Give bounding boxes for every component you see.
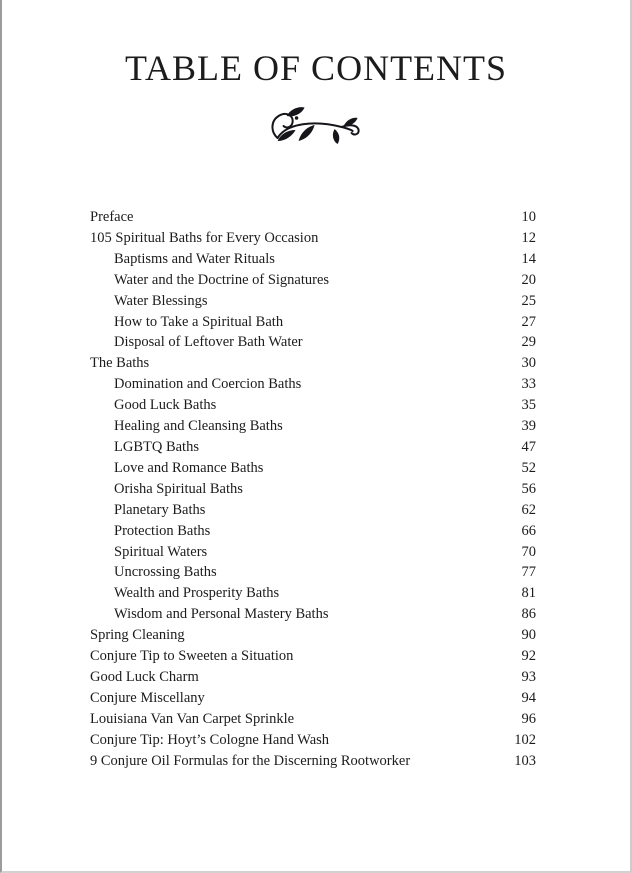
toc-entry-page: 102 [514, 731, 536, 748]
toc-entry-page: 81 [521, 585, 536, 602]
toc-entry-label: Love and Romance Baths [114, 459, 264, 476]
toc-entry [90, 207, 536, 228]
toc-entry-page: 27 [521, 313, 536, 330]
toc-entry-label: Planetary Baths [114, 501, 206, 518]
toc-entry [90, 542, 536, 563]
toc-entry-label: 9 Conjure Oil Formulas for the Discerning Rootworker [90, 752, 411, 769]
toc-entry-label: Spiritual Waters [114, 543, 208, 560]
toc-entry-label: Spring Cleaning [90, 627, 185, 644]
toc-entry [90, 332, 536, 353]
toc-list [90, 207, 536, 771]
toc-entry [90, 730, 536, 751]
toc-entry-label: Preface [90, 209, 134, 225]
toc-entry [90, 751, 536, 772]
toc-entry-label: Healing and Cleansing Baths [114, 418, 283, 435]
toc-entry-page: 70 [521, 543, 536, 560]
toc-entry-label: Conjure Tip: Hoyt’s Cologne Hand Wash [90, 731, 330, 748]
toc-entry-page: 62 [521, 501, 536, 518]
toc-entry [90, 416, 536, 437]
toc-entry [90, 604, 536, 625]
toc-entry-page: 66 [521, 522, 536, 539]
toc-entry-label: How to Take a Spiritual Bath [114, 313, 284, 330]
toc-entry-page: 77 [521, 564, 536, 581]
toc-entry [90, 583, 536, 604]
toc-entry-page: 30 [521, 355, 536, 372]
toc-entry-label: The Baths [90, 355, 150, 372]
toc-entry-page: 52 [521, 459, 536, 476]
toc-entry [90, 291, 536, 312]
toc-entry-page: 47 [521, 438, 536, 455]
toc-entry-page: 56 [521, 480, 536, 497]
toc-entry-page: 20 [521, 271, 536, 288]
toc-entry-label: 105 Spiritual Baths for Every Occasion [90, 229, 319, 246]
toc-entry-label: Good Luck Charm [90, 668, 199, 685]
toc-entry-page: 25 [521, 292, 536, 309]
toc-entry-page: 14 [521, 250, 536, 267]
toc-entry-page: 103 [514, 752, 536, 769]
toc-entry [90, 228, 536, 249]
toc-entry [90, 500, 536, 521]
page-title: TABLE OF CONTENTS [124, 48, 508, 88]
toc-entry-page: 29 [521, 334, 536, 351]
toc-entry-label: Conjure Miscellany [90, 689, 205, 706]
toc-entry [90, 270, 536, 291]
toc-entry [90, 374, 536, 395]
toc-entry-label: Water Blessings [114, 292, 208, 309]
toc-entry [90, 562, 536, 583]
toc-entry-label: Baptisms and Water Rituals [114, 250, 275, 267]
toc-entry-page: 90 [521, 627, 536, 644]
toc-entry-page: 86 [521, 606, 536, 623]
toc-entry-label: Water and the Doctrine of Signatures [114, 271, 330, 288]
toc-entry [90, 249, 536, 270]
toc-entry-label: Wisdom and Personal Mastery Baths [114, 606, 329, 623]
toc-entry-page: 12 [521, 229, 536, 246]
toc-entry [90, 667, 536, 688]
toc-entry-label: LGBTQ Baths [114, 438, 199, 455]
toc-entry-page: 92 [521, 648, 536, 665]
toc-entry [90, 437, 536, 458]
toc-entry-label: Wealth and Prosperity Baths [114, 585, 280, 602]
toc-entry [90, 312, 536, 333]
toc-entry [90, 353, 536, 374]
toc-entry-label: Disposal of Leftover Bath Water [114, 334, 303, 351]
toc-entry-page: 96 [521, 710, 536, 727]
toc-entry-label: Orisha Spiritual Baths [114, 480, 243, 497]
toc-entry-label: Conjure Tip to Sweeten a Situation [90, 648, 294, 665]
toc-entry-label: Uncrossing Baths [114, 564, 217, 581]
toc-entry [90, 646, 536, 667]
toc-entry-page: 33 [521, 376, 536, 393]
toc-entry [90, 479, 536, 500]
toc-entry-label: Good Luck Baths [114, 397, 217, 414]
toc-entry-page: 94 [521, 689, 536, 706]
toc-entry-label: Protection Baths [114, 522, 211, 539]
toc-entry-page: 10 [521, 209, 536, 225]
toc-entry [90, 688, 536, 709]
toc-entry-label: Louisiana Van Van Carpet Sprinkle [90, 710, 295, 727]
toc-entry-page: 93 [521, 668, 536, 685]
vine-flourish-icon [266, 101, 362, 149]
toc-entry [90, 625, 536, 646]
toc-entry [90, 458, 536, 479]
toc-entry [90, 395, 536, 416]
toc-entry-page: 35 [521, 397, 536, 414]
toc-entry-page: 39 [521, 418, 536, 435]
toc-entry [90, 521, 536, 542]
toc-entry-label: Domination and Coercion Baths [114, 376, 302, 393]
toc-entry [90, 709, 536, 730]
